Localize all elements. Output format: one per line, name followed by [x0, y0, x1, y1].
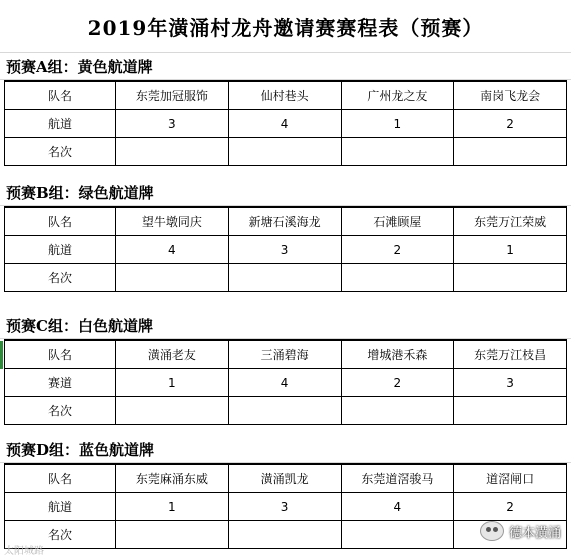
table-row: [5, 138, 567, 166]
lane-cell[interactable]: 2: [341, 369, 454, 397]
team-cell[interactable]: 新塘石溪海龙: [228, 207, 341, 236]
rank-cell[interactable]: [228, 521, 341, 549]
lane-cell[interactable]: 2: [454, 110, 567, 138]
page-title: 2019年潢涌村龙舟邀请赛赛程表（预赛）: [0, 8, 571, 53]
wechat-icon: [480, 521, 504, 541]
group-a: [0, 54, 571, 166]
rank-cell[interactable]: [454, 264, 567, 292]
lane-cell[interactable]: 4: [116, 236, 229, 264]
lane-cell[interactable]: 1: [454, 236, 567, 264]
rank-cell[interactable]: [116, 397, 229, 425]
rank-cell[interactable]: [116, 264, 229, 292]
group-a-table: [4, 80, 567, 166]
rank-cell[interactable]: [341, 264, 454, 292]
table-row: [5, 81, 567, 110]
table-row: [5, 236, 567, 264]
lane-cell[interactable]: 3: [116, 110, 229, 138]
group-a-heading: 预赛A组：黄色航道牌: [0, 54, 571, 80]
group-b: [0, 180, 571, 292]
row-label[interactable]: 名次: [5, 264, 116, 292]
rank-cell[interactable]: [341, 397, 454, 425]
row-label[interactable]: 航道: [5, 110, 116, 138]
team-cell[interactable]: 增城港禾森: [341, 340, 454, 369]
lane-cell[interactable]: 3: [228, 236, 341, 264]
rank-cell[interactable]: [341, 138, 454, 166]
team-cell[interactable]: 东莞万江枝昌: [454, 340, 567, 369]
table-row: [5, 340, 567, 369]
lane-cell[interactable]: 2: [454, 493, 567, 521]
team-cell[interactable]: 石滩顾屋: [341, 207, 454, 236]
corner-watermark: 太阳城路: [4, 546, 44, 557]
row-label[interactable]: 名次: [5, 521, 116, 549]
rank-cell[interactable]: [116, 521, 229, 549]
team-cell[interactable]: 南岗飞龙会: [454, 81, 567, 110]
watermark: [480, 521, 561, 541]
row-label[interactable]: 名次: [5, 138, 116, 166]
rank-cell[interactable]: [228, 138, 341, 166]
lane-cell[interactable]: 3: [228, 493, 341, 521]
rank-cell[interactable]: [454, 138, 567, 166]
team-cell[interactable]: 东莞加冠服饰: [116, 81, 229, 110]
group-b-table: [4, 206, 567, 292]
rank-cell[interactable]: [454, 397, 567, 425]
row-label[interactable]: 赛道: [5, 369, 116, 397]
row-label[interactable]: 名次: [5, 397, 116, 425]
rank-cell[interactable]: [341, 521, 454, 549]
lane-cell[interactable]: 3: [454, 369, 567, 397]
team-cell[interactable]: 潢涌老友: [116, 340, 229, 369]
rank-cell[interactable]: [228, 264, 341, 292]
group-b-heading: 预赛B组：绿色航道牌: [0, 180, 571, 206]
row-label[interactable]: 队名: [5, 340, 116, 369]
team-cell[interactable]: 东莞麻涌东威: [116, 464, 229, 493]
rank-cell[interactable]: [228, 397, 341, 425]
watermark-text: 德本潢涌: [508, 525, 561, 541]
lane-cell[interactable]: 1: [116, 369, 229, 397]
team-cell[interactable]: 东莞道滘骏马: [341, 464, 454, 493]
team-cell[interactable]: 三涌碧海: [228, 340, 341, 369]
team-cell[interactable]: 东莞万江荣威: [454, 207, 567, 236]
table-row: [5, 397, 567, 425]
group-c: [0, 313, 571, 425]
team-cell[interactable]: 道滘闸口: [454, 464, 567, 493]
row-label[interactable]: 队名: [5, 464, 116, 493]
lane-cell[interactable]: 2: [341, 236, 454, 264]
team-cell[interactable]: 望牛墩同庆: [116, 207, 229, 236]
row-label[interactable]: 队名: [5, 207, 116, 236]
active-row-marker: [0, 341, 3, 369]
lane-cell[interactable]: 4: [228, 369, 341, 397]
team-cell[interactable]: 仙村巷头: [228, 81, 341, 110]
group-c-table: [4, 339, 567, 425]
team-cell[interactable]: 潢涌凯龙: [228, 464, 341, 493]
table-row: [5, 369, 567, 397]
lane-cell[interactable]: 1: [341, 110, 454, 138]
team-cell[interactable]: 广州龙之友: [341, 81, 454, 110]
row-label[interactable]: 航道: [5, 236, 116, 264]
table-row: [5, 264, 567, 292]
row-label[interactable]: 队名: [5, 81, 116, 110]
lane-cell[interactable]: 4: [341, 493, 454, 521]
group-c-heading: 预赛C组：白色航道牌: [0, 313, 571, 339]
table-row: [5, 110, 567, 138]
lane-cell[interactable]: 1: [116, 493, 229, 521]
table-row: [5, 493, 567, 521]
row-label[interactable]: 航道: [5, 493, 116, 521]
table-row: [5, 464, 567, 493]
group-d-heading: 预赛D组：蓝色航道牌: [0, 437, 571, 463]
rank-cell[interactable]: [116, 138, 229, 166]
lane-cell[interactable]: 4: [228, 110, 341, 138]
table-row: [5, 207, 567, 236]
